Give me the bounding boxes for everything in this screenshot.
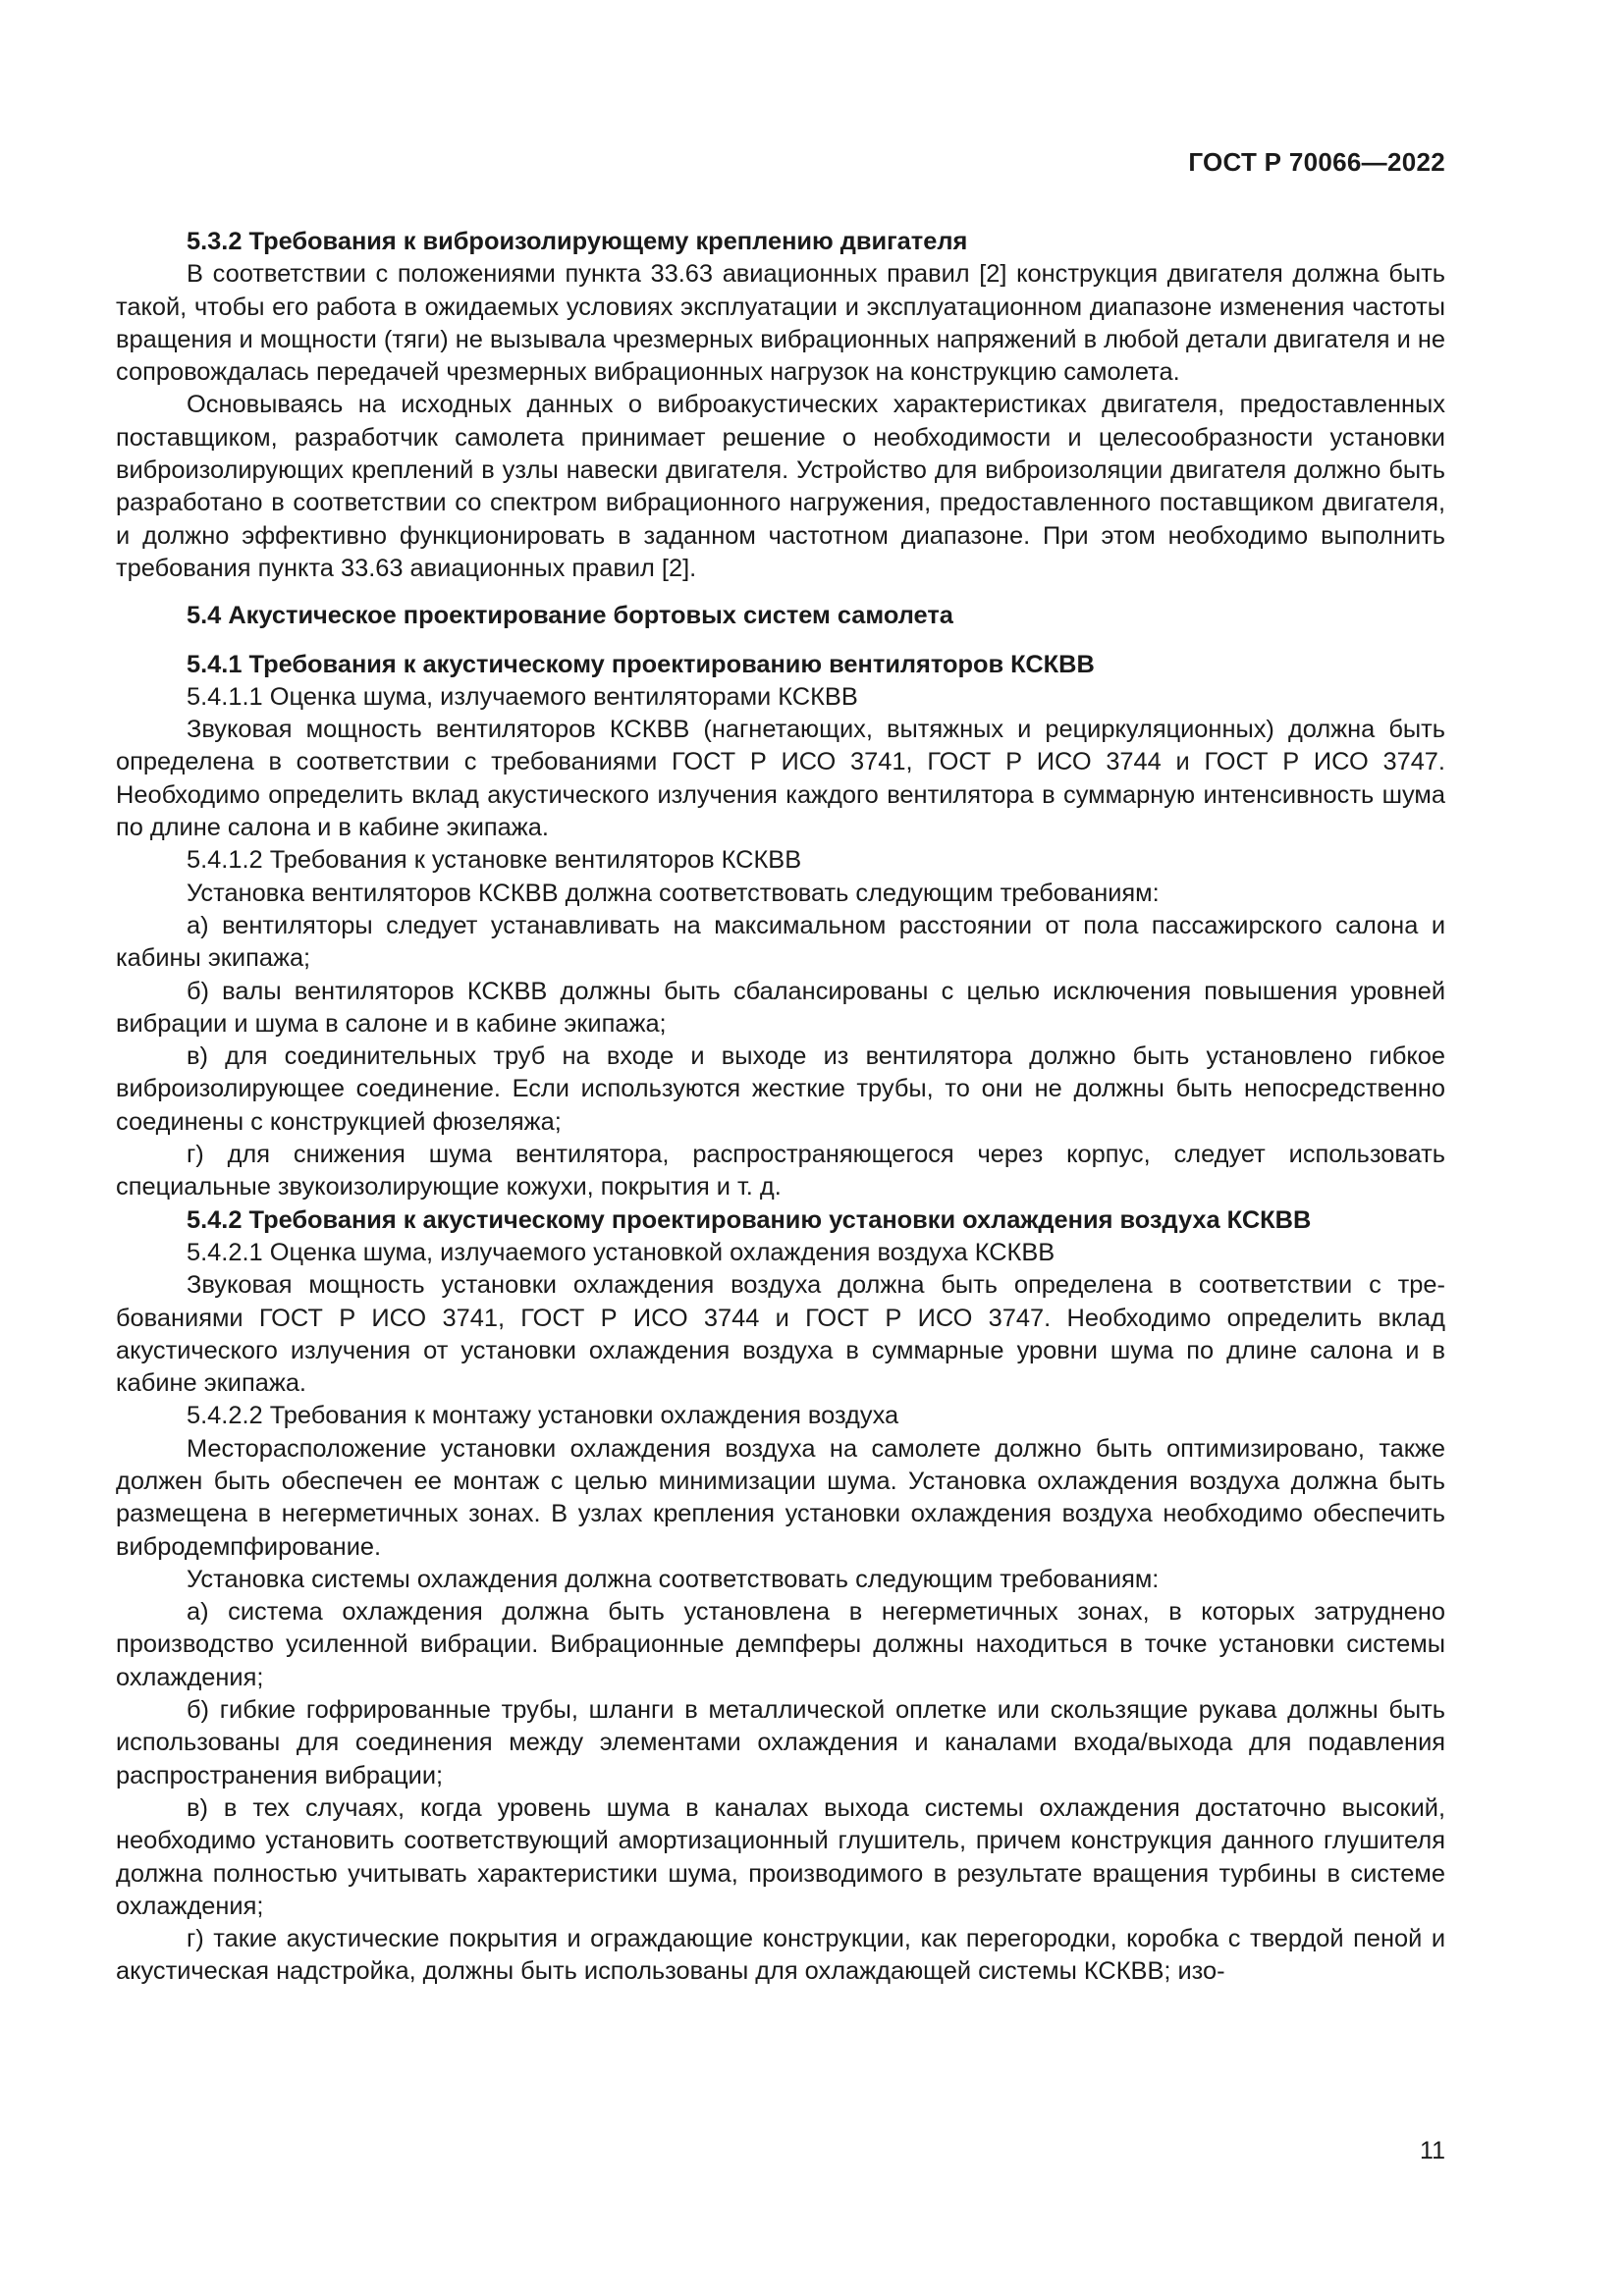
paragraph: Звуковая мощность установки охлаждения воздуха должна быть определена в соответствии с требованиями ГОСТ Р ИСО 3741, ГОСТ Р ИСО 3744 и ГОСТ Р ИСО 3747. Необходимо определить вклад акустического излучения от установки охлаждения воздуха в суммарные уровни шума по длине салона и в кабине экипажа. [116,1271,1445,1398]
list-item-g: г) для снижения шума вентилятора, распространяющегося через корпус, следует использовать специальные звукоизолирующие кожухи, покрытия и т. д. [116,1141,1445,1201]
paragraph: В соответствии с положениями пункта 33.63 авиационных правил [2] конструкция двигателя должна быть такой, чтобы его работа в ожидаемых условиях эксплуатации и эксплуатационном диапазоне изменения частоты вращения и мощности (тяги) не вызывала чрезмерных вибрационных напряжений в любой детали двигателя и не сопровождалась передачей чрезмерных вибрационных нагрузок на конструкцию самолета. [116,260,1445,387]
paragraph: Месторасположение установки охлаждения воздуха на самолете должно быть оптимизировано, также должен быть обеспечен ее монтаж с целью минимизации шума. Установка охлаждения воздуха должна быть размещена в негерметичных зонах. В узлах крепления установки охлаждения воздуха необходимо обеспечить вибродемпфирование. [116,1434,1445,1561]
list-item-b: б) гибкие гофрированные трубы, шланги в металлической оплетке или скользящие рукава должны быть использованы для соединения между элементами охлаждения и каналами входа/выхода для подавления распространения вибрации; [116,1696,1445,1789]
heading-5-4-2: 5.4.2 Требования к акустическому проектированию установки охлаждения воздуха КСКВВ [187,1205,1312,1234]
list-item-b: б) валы вентиляторов КСКВВ должны быть сбалансированы с целью исключения повышения уровней вибрации и шума в салоне и в кабине экипажа; [116,977,1445,1038]
heading-5-3-2: 5.3.2 Требования к виброизолирующему креплению двигателя [187,228,968,255]
paragraph: Установка системы охлаждения должна соответствовать следующим требованиям: [187,1565,1160,1593]
subheading-5-4-2-2: 5.4.2.2 Требования к монтажу установки охлаждения воздуха [187,1402,899,1430]
list-item-a: а) вентиляторы следует устанавливать на максимальном расстоянии от пола пассажирского салона и кабины экипажа; [116,911,1445,973]
paragraph: Звуковая мощность вентиляторов КСКВВ (нагнетающих, вытяжных и рециркуляционных) должна быть определена в соответствии с требованиями ГОСТ Р ИСО 3741, ГОСТ Р ИСО 3744 и ГОСТ Р ИСО 3747. Необходимо определить вклад акустического излучения каждого вентилятора в суммарную интенсивность шума по длине салона и в кабине экипажа. [116,716,1445,842]
paragraph: Основываясь на исходных данных о виброакустических характеристиках двигателя, предоставленных поставщиком, разработчик самолета принимает решение о необходимости и целесообразности установки виброизолирующих креплений в узлы навески двигателя. Устройство для виброизоляции двигателя должно быть разработано в соответствии со спектром вибрационного нагружения, предоставленного поставщиком двигателя, и должно эффективно функционировать в заданном частотном диапазоне. При этом необходимо выполнить требования пункта 33.63 авиационных правил [2]. [116,391,1445,582]
subheading-5-4-1-1: 5.4.1.1 Оценка шума, излучаемого вентиляторами КСКВВ [187,682,858,711]
subheading-5-4-1-2: 5.4.1.2 Требования к установке вентиляторов КСКВВ [187,846,802,875]
page-number: 11 [1420,2137,1445,2164]
list-item-v: в) для соединительных труб на входе и выходе из вентилятора должно быть установлено гибкое виброизолирующее соединение. Если используются жесткие трубы, то они не должны быть непосредственно соединены с конструкцией фюзеляжа; [116,1042,1445,1136]
list-item-g: г) такие акустические покрытия и ограждающие конструкции, как перегородки, коробка с твердой пеной и акустическая надстройка, должны быть использованы для охлаждающей системы КСКВВ; изо- [116,1925,1445,1986]
heading-5-4: 5.4 Акустическое проектирование бортовых систем самолета [187,602,953,630]
paragraph: Установка вентиляторов КСКВВ должна соответствовать следующим требованиям: [187,879,1160,907]
document-id-header: ГОСТ Р 70066—2022 [1188,147,1445,177]
list-item-v: в) в тех случаях, когда уровень шума в каналах выхода системы охлаждения достаточно высокий, необходимо установить соответствующий амортизационный глушитель, причем конструкция данного глушителя должна полностью учитывать характеристики шума, производимого в результате вращения турбины в системе охлаждения; [116,1793,1445,1920]
subheading-5-4-2-1: 5.4.2.1 Оценка шума, излучаемого установкой охлаждения воздуха КСКВВ [187,1238,1056,1266]
list-item-a: а) система охлаждения должна быть установлена в негерметичных зонах, в которых затруднено производство усиленной вибрации. Вибрационные демпферы должны находиться в точке установки системы охлаждения; [116,1598,1445,1691]
heading-5-4-1: 5.4.1 Требования к акустическому проектированию вентиляторов КСКВВ [187,650,1095,678]
document-body [116,226,1445,1989]
